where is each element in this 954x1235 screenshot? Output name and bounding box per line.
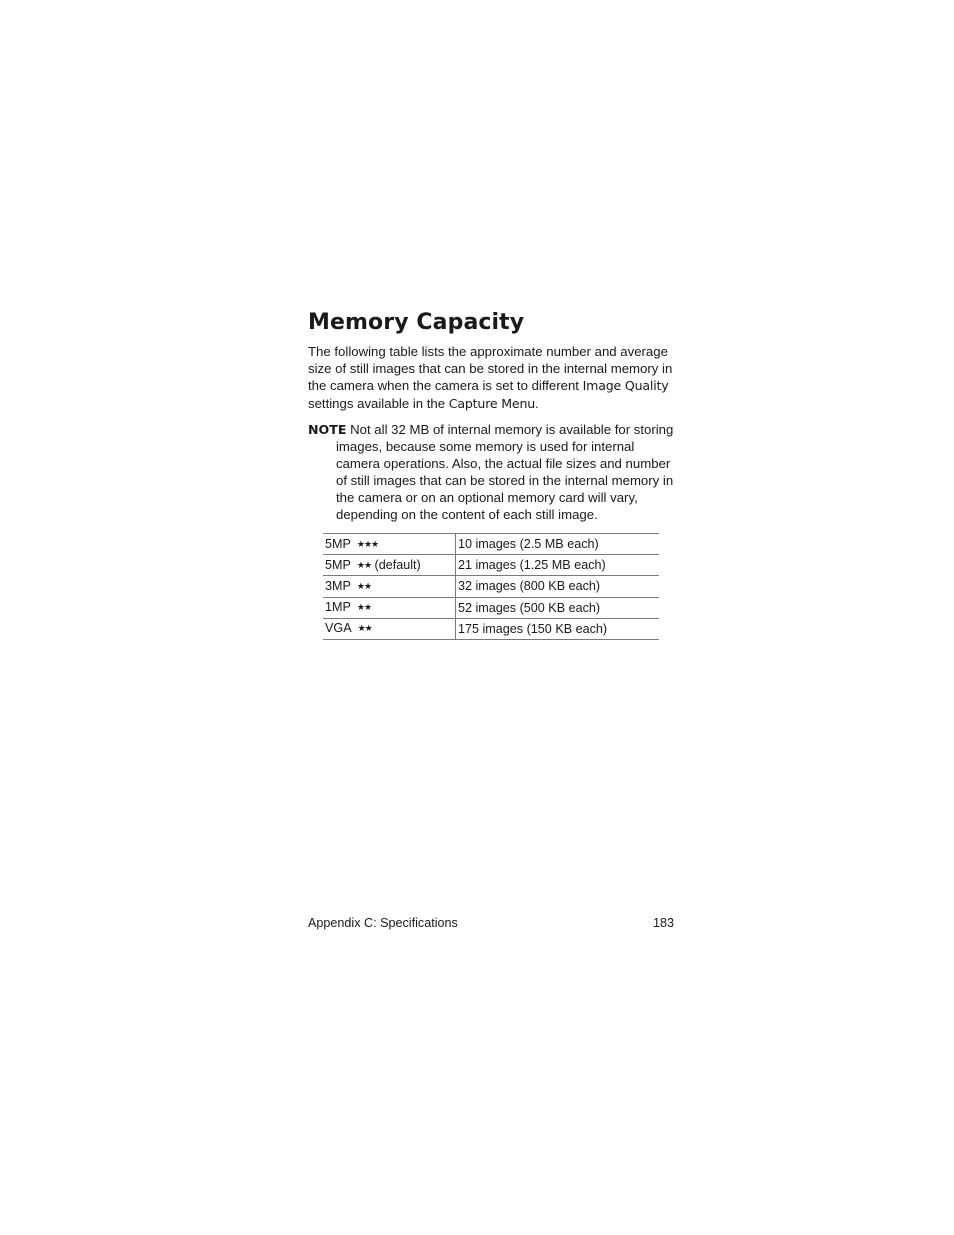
setting-label: 5MP: [325, 536, 351, 551]
intro-text-start: The following table lists the approximate number and average size of still images that can be stored in the internal memory in the camera when the camera is set to different: [308, 344, 673, 394]
table-row: [323, 618, 659, 639]
capture-menu-term: Capture Menu: [448, 395, 536, 411]
memory-capacity-table: [323, 533, 659, 640]
page-number: 183: [652, 916, 674, 930]
intro-text-middle: settings available in the: [308, 395, 449, 411]
setting-suffix: (default): [371, 557, 421, 572]
table-row: [323, 597, 659, 618]
quality-setting-cell: [323, 576, 456, 597]
note-label: NOTE: [308, 421, 347, 437]
capacity-cell: 52 images (500 KB each): [456, 597, 660, 618]
table-row: [323, 534, 659, 555]
table-row: [323, 576, 659, 597]
capacity-cell: 175 images (150 KB each): [456, 618, 660, 639]
setting-label: VGA: [325, 621, 352, 636]
quality-setting-cell: [323, 597, 456, 618]
setting-label: 5MP: [325, 557, 351, 572]
intro-paragraph: [308, 343, 678, 412]
note-text: Not all 32 MB of internal memory is available for storing images, because some memory is used for internal camera operations. Also, the actual file sizes and number of still images that can be stored in the internal memory in the camera or on an optional memory card will vary, depending on the content of each still image.: [336, 421, 674, 523]
quality-stars-icon: ★★★: [356, 538, 379, 549]
quality-setting-cell: [323, 555, 456, 576]
quality-setting-cell: [323, 534, 456, 555]
setting-label: 1MP: [325, 600, 351, 615]
page-content: [308, 308, 678, 523]
page-footer: [308, 914, 674, 932]
table-row: [323, 555, 659, 576]
page-title: Memory Capacity: [308, 310, 525, 335]
quality-stars-icon: ★★: [357, 623, 372, 634]
image-quality-term: Image Quality: [582, 378, 669, 394]
capacity-cell: 21 images (1.25 MB each): [456, 555, 660, 576]
capacity-cell: 32 images (800 KB each): [456, 576, 660, 597]
quality-stars-icon: ★★: [356, 602, 372, 613]
capacity-cell: 10 images (2.5 MB each): [456, 534, 660, 555]
quality-stars-icon: ★★: [356, 559, 372, 570]
note-paragraph: [308, 421, 678, 524]
setting-label: 3MP: [325, 578, 351, 593]
quality-stars-icon: ★★: [356, 580, 372, 591]
quality-setting-cell: [323, 618, 456, 639]
footer-section-title: Appendix C: Specifications: [308, 916, 458, 930]
intro-text-end: .: [535, 395, 539, 411]
